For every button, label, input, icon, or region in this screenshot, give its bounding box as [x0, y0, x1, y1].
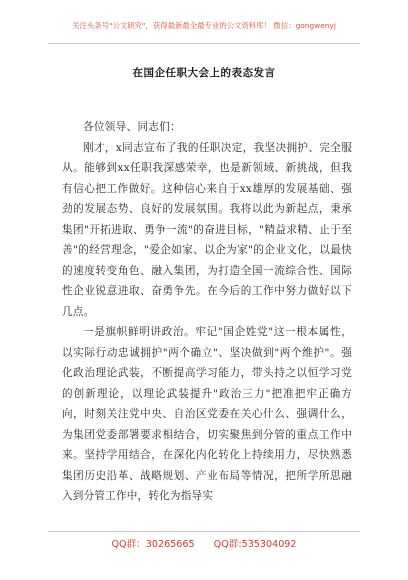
footer-qq-group-2: QQ群:535304092: [213, 539, 297, 550]
salutation: 各位领导、同志们：: [83, 121, 182, 133]
paragraph-opening: 刚才，x同志宣布了我的任职决定，我坚决拥护、完全服从。能够到xx任职我深感荣幸，也是新领域、新挑战，但我有信心把工作做好。这种信心来自于xx雄厚的发展基础、强劲的发展态势、良好的发展氛围。我将以此为新起点，秉承集团"开拓进取、勇争一流"的奋进目标，"精益求精、止于至善"的经营理念，"爱企如家、以企为家"的企业文化，以最快的速度转变角色、融入集团，为打造全国一流综合性、国际性企业锐意进取、奋勇争先。在今后的工作中努力做好以下几点。: [62, 141, 352, 318]
paragraph-politics: 一是旗帜鲜明讲政治。牢记"国企姓党"这一根本属性，以实际行动忠诚拥护"两个确立"、坚决做到"两个维护"。强化政治理论武装，不断提高学习能力，带头持之以恒学习党的创新理论，以理论武装提升"政治三力"把准把牢正确方向，时刻关注党中央、自治区党委在关心什么、强调什么，为集团党委部署要求相结合，切实聚焦到分管的重点工作中来。坚持学用结合，在深化内化转化上持续用力，尽快熟悉集团历史沿革、战略规划、产业布局等情况，把所学所思融入到分管工作中，转化为指导实: [62, 326, 352, 502]
document-title: 在国企任职大会上的表态发言: [132, 67, 276, 79]
footer-contact: [0, 536, 408, 550]
footer-divider: [48, 531, 360, 532]
footer-qq-group-1: QQ群：30265665: [111, 539, 195, 550]
document-body: [62, 117, 352, 507]
header-banner: 关注头条号"公文研究"，获得最新最全最专业的公文资料库！ 微信：gongwenyj: [72, 21, 336, 30]
header-divider: [48, 43, 360, 44]
